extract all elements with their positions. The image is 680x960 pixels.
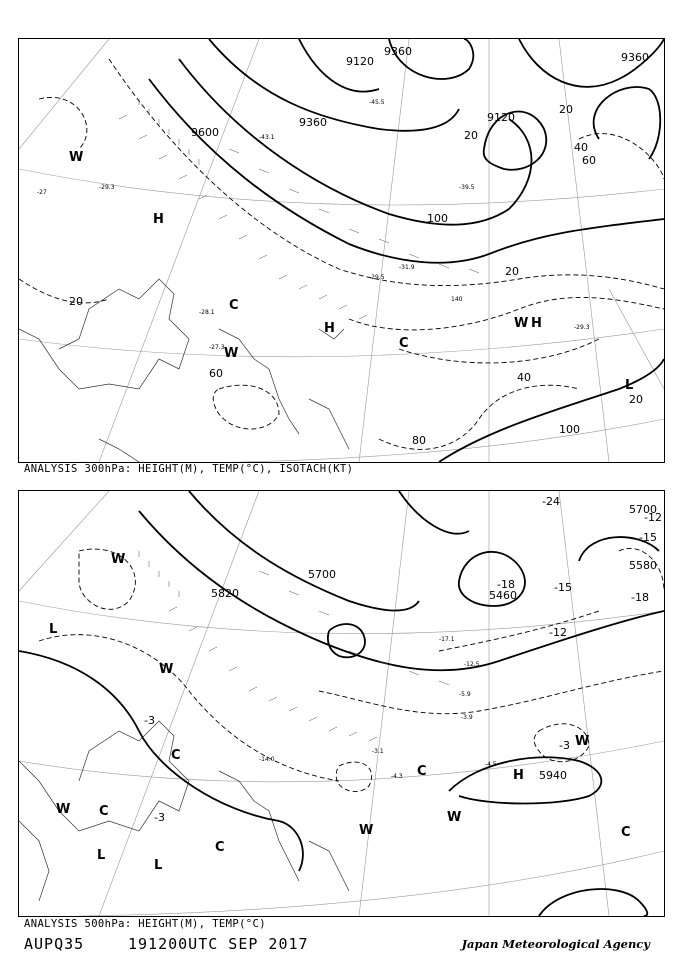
center-w: W bbox=[575, 734, 590, 749]
temp-label: -3.1 bbox=[372, 748, 384, 755]
temp-label: -43.1 bbox=[259, 134, 275, 141]
temp-label: -5.9 bbox=[459, 691, 471, 698]
isotherm-label: -15 bbox=[554, 581, 572, 594]
height-label: 5820 bbox=[211, 587, 239, 600]
temp-label: -39.5 bbox=[459, 184, 475, 191]
height-label: 5940 bbox=[539, 769, 567, 782]
isotherm-label: -18 bbox=[631, 591, 649, 604]
center-c: C bbox=[215, 840, 225, 855]
isotach-label: 40 bbox=[517, 371, 531, 384]
isotherm-label: -3 bbox=[154, 811, 165, 824]
center-c: C bbox=[399, 336, 409, 351]
center-c: C bbox=[171, 748, 181, 763]
height-label: 5460 bbox=[489, 589, 517, 602]
map-500hpa bbox=[18, 490, 665, 917]
temp-label: -12.5 bbox=[464, 661, 480, 668]
height-label: 9600 bbox=[191, 126, 219, 139]
map-300hpa-svg bbox=[19, 39, 664, 462]
valid-time: 191200UTC SEP 2017 bbox=[128, 935, 309, 953]
temp-label: -28.1 bbox=[199, 309, 215, 316]
chart-footer bbox=[20, 933, 660, 957]
temp-label: -31.9 bbox=[399, 264, 415, 271]
isotach-label: 60 bbox=[582, 154, 596, 167]
temp-label: -4.5 bbox=[485, 761, 497, 768]
isotach-contours bbox=[19, 59, 664, 449]
isotherm-label: -3 bbox=[144, 714, 155, 727]
isotach-label: 80 bbox=[412, 434, 426, 447]
pressure-centers bbox=[69, 150, 633, 393]
temp-label: -17.1 bbox=[439, 636, 455, 643]
temp-label: -4.3 bbox=[391, 773, 403, 780]
isotherm-label: -12 bbox=[549, 626, 567, 639]
map-500hpa-svg bbox=[19, 491, 664, 916]
temp-label: -3.9 bbox=[461, 714, 473, 721]
isotach-labels bbox=[69, 103, 643, 447]
center-c: C bbox=[417, 764, 427, 779]
height-contours bbox=[149, 39, 664, 462]
center-l: L bbox=[97, 848, 106, 863]
temp-label: -27.3 bbox=[209, 344, 225, 351]
center-h: H bbox=[153, 212, 164, 227]
center-w: W bbox=[111, 552, 126, 567]
height-label: 9360 bbox=[384, 45, 412, 58]
center-l: L bbox=[154, 858, 163, 873]
pressure-centers bbox=[49, 552, 631, 873]
temp-label: -29.3 bbox=[574, 324, 590, 331]
center-h: H bbox=[531, 316, 542, 331]
center-c: C bbox=[621, 825, 631, 840]
isotach-label: 100 bbox=[559, 423, 580, 436]
height-label: 9120 bbox=[487, 111, 515, 124]
isotherm-label: -12 bbox=[644, 511, 662, 524]
height-label: 5700 bbox=[629, 503, 657, 516]
height-label: 9360 bbox=[621, 51, 649, 64]
station-plots bbox=[119, 99, 479, 319]
isotach-label: 100 bbox=[427, 212, 448, 225]
isotherm-label: -15 bbox=[639, 531, 657, 544]
temp-label: -14.0 bbox=[259, 756, 275, 763]
isotach-label: 20 bbox=[505, 265, 519, 278]
caption-300hpa: ANALYSIS 300hPa: HEIGHT(M), TEMP(°C), ISOTACH(KT) bbox=[24, 463, 354, 475]
height-label: 5580 bbox=[629, 559, 657, 572]
center-h: H bbox=[513, 768, 524, 783]
isotach-label: 20 bbox=[629, 393, 643, 406]
agency-name: Japan Meteorological Agency bbox=[461, 937, 650, 951]
height-label: 5700 bbox=[308, 568, 336, 581]
center-l: L bbox=[49, 622, 58, 637]
center-h: H bbox=[324, 321, 335, 336]
center-w: W bbox=[56, 802, 71, 817]
center-w: W bbox=[359, 823, 374, 838]
height-label: 9120 bbox=[346, 55, 374, 68]
center-c: C bbox=[229, 298, 239, 313]
center-c: C bbox=[99, 804, 109, 819]
height-labels bbox=[191, 45, 649, 139]
temp-label: -29.3 bbox=[99, 184, 115, 191]
height-label: 9360 bbox=[299, 116, 327, 129]
isotach-label: 20 bbox=[559, 103, 573, 116]
isotherm-label: -3 bbox=[559, 739, 570, 752]
isotach-label: 20 bbox=[464, 129, 478, 142]
isotherm-label: -24 bbox=[542, 495, 560, 508]
caption-500hpa: ANALYSIS 500hPa: HEIGHT(M), TEMP(°C) bbox=[24, 918, 266, 930]
isotherm-label: -18 bbox=[497, 578, 515, 591]
temp-label: -29.5 bbox=[369, 274, 385, 281]
isotach-label: 60 bbox=[209, 367, 223, 380]
station-plots bbox=[139, 551, 449, 741]
isotach-label: 20 bbox=[69, 295, 83, 308]
product-code: AUPQ35 bbox=[24, 935, 85, 953]
center-w: W bbox=[514, 316, 529, 331]
center-w: W bbox=[224, 346, 239, 361]
center-w: W bbox=[69, 150, 84, 165]
map-300hpa bbox=[18, 38, 665, 463]
latitude-label: 140 bbox=[451, 296, 463, 303]
center-l: L bbox=[625, 378, 634, 393]
center-w: W bbox=[159, 662, 174, 677]
center-w: W bbox=[447, 810, 462, 825]
isotach-label: 40 bbox=[574, 141, 588, 154]
temp-label: -27 bbox=[37, 189, 47, 196]
temp-label: -45.5 bbox=[369, 99, 385, 106]
